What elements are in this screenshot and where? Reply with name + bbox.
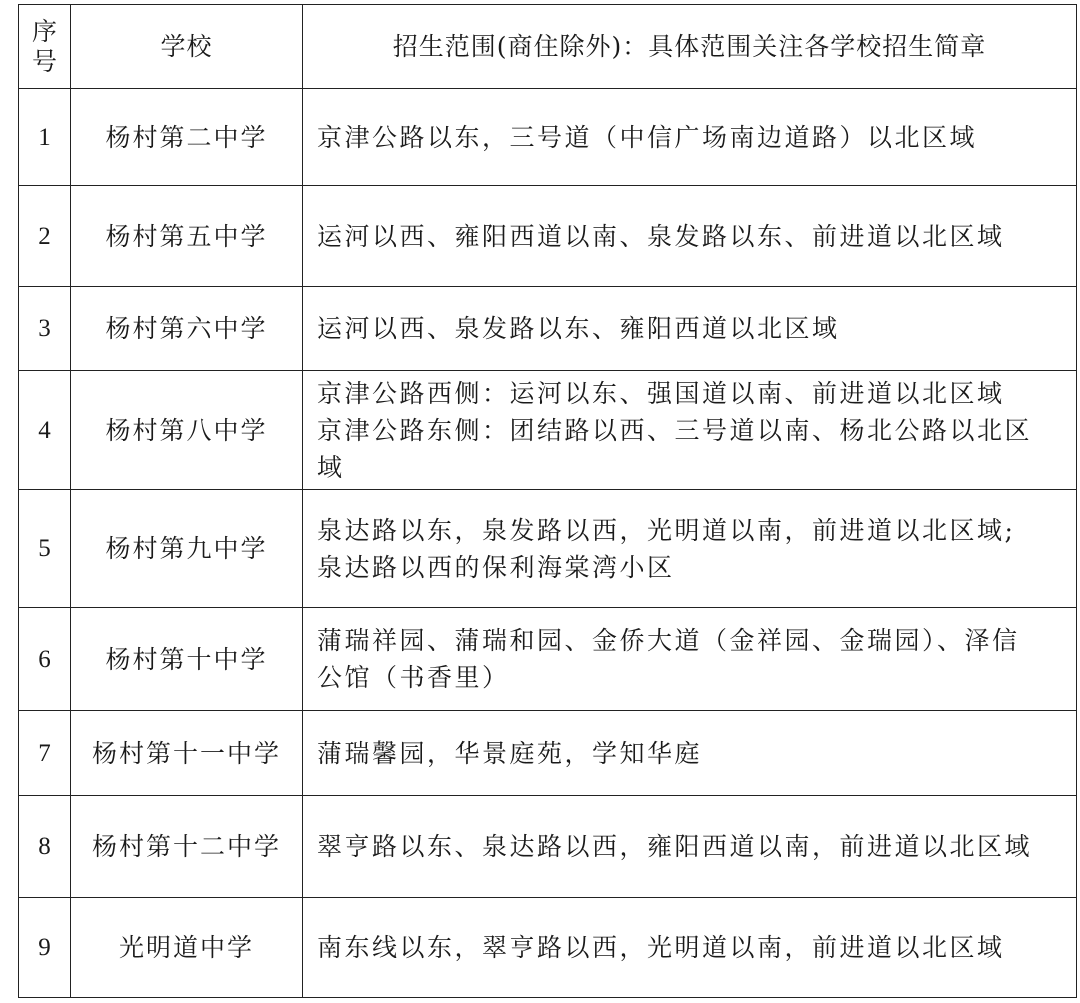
header-serial-line2: 号 [31,46,57,76]
row-enrollment-range [303,89,1077,186]
row-school-name: 杨村第五中学 [71,186,303,287]
table-row [19,796,1077,898]
header-serial-line1: 序 [31,16,57,46]
row-serial-number: 8 [19,796,71,898]
header-enrollment-range: 招生范围(商住除外)：具体范围关注各学校招生简章 [303,5,1077,89]
row-serial-number: 2 [19,186,71,287]
row-serial-number: 1 [19,89,71,186]
row-serial-number: 7 [19,711,71,796]
table-row [19,287,1077,371]
row-school-name: 光明道中学 [71,898,303,998]
range-line: 蒲瑞馨园，华景庭苑，学知华庭 [317,738,703,768]
row-school-name: 杨村第十二中学 [71,796,303,898]
range-line: 泉达路以东，泉发路以西，光明道以南，前进道以北区域; [317,515,1016,545]
range-line: 京津公路西侧：运河以东、强国道以南、前进道以北区域 [317,378,1005,408]
range-line: 京津公路东侧：团结路以西、三号道以南、杨北公路以北区 [317,415,1033,445]
table-row [19,186,1077,287]
row-enrollment-range [303,186,1077,287]
table-row [19,490,1077,608]
row-serial-number: 3 [19,287,71,371]
header-serial-number [19,5,71,89]
row-enrollment-range [303,711,1077,796]
range-line: 翠亨路以东、泉达路以西，雍阳西道以南，前进道以北区域 [317,832,1033,861]
row-enrollment-range [303,898,1077,998]
row-school-name: 杨村第十一中学 [71,711,303,796]
row-school-name: 杨村第九中学 [71,490,303,608]
table-row [19,608,1077,711]
range-line: 泉达路以西的保利海棠湾小区 [317,552,675,582]
row-serial-number: 9 [19,898,71,998]
row-school-name: 杨村第十中学 [71,608,303,711]
row-enrollment-range [303,608,1077,711]
row-enrollment-range [303,490,1077,608]
range-line: 蒲瑞祥园、蒲瑞和园、金侨大道（金祥园、金瑞园）、泽信 [317,626,1020,655]
table-row [19,89,1077,186]
row-school-name: 杨村第二中学 [71,89,303,186]
row-enrollment-range [303,287,1077,371]
range-line: 公馆（书香里） [317,663,510,692]
range-line: 运河以西、雍阳西道以南、泉发路以东、前进道以北区域 [317,221,1005,251]
row-enrollment-range [303,796,1077,898]
row-school-name: 杨村第八中学 [71,371,303,490]
range-line: 京津公路以东，三号道（中信广场南边道路）以北区域 [317,122,978,152]
range-line: 运河以西、泉发路以东、雍阳西道以北区域 [317,314,840,343]
range-line: 南东线以东，翠亨路以西，光明道以南，前进道以北区域 [317,933,1005,962]
table-row [19,711,1077,796]
row-enrollment-range [303,371,1077,490]
row-serial-number: 6 [19,608,71,711]
row-serial-number: 5 [19,490,71,608]
range-line: 域 [317,452,345,482]
table-body [19,89,1077,998]
table-header-row [19,5,1077,89]
table-row [19,371,1077,490]
row-school-name: 杨村第六中学 [71,287,303,371]
row-serial-number: 4 [19,371,71,490]
header-school: 学校 [71,5,303,89]
enrollment-range-table [18,4,1077,998]
table-row [19,898,1077,998]
